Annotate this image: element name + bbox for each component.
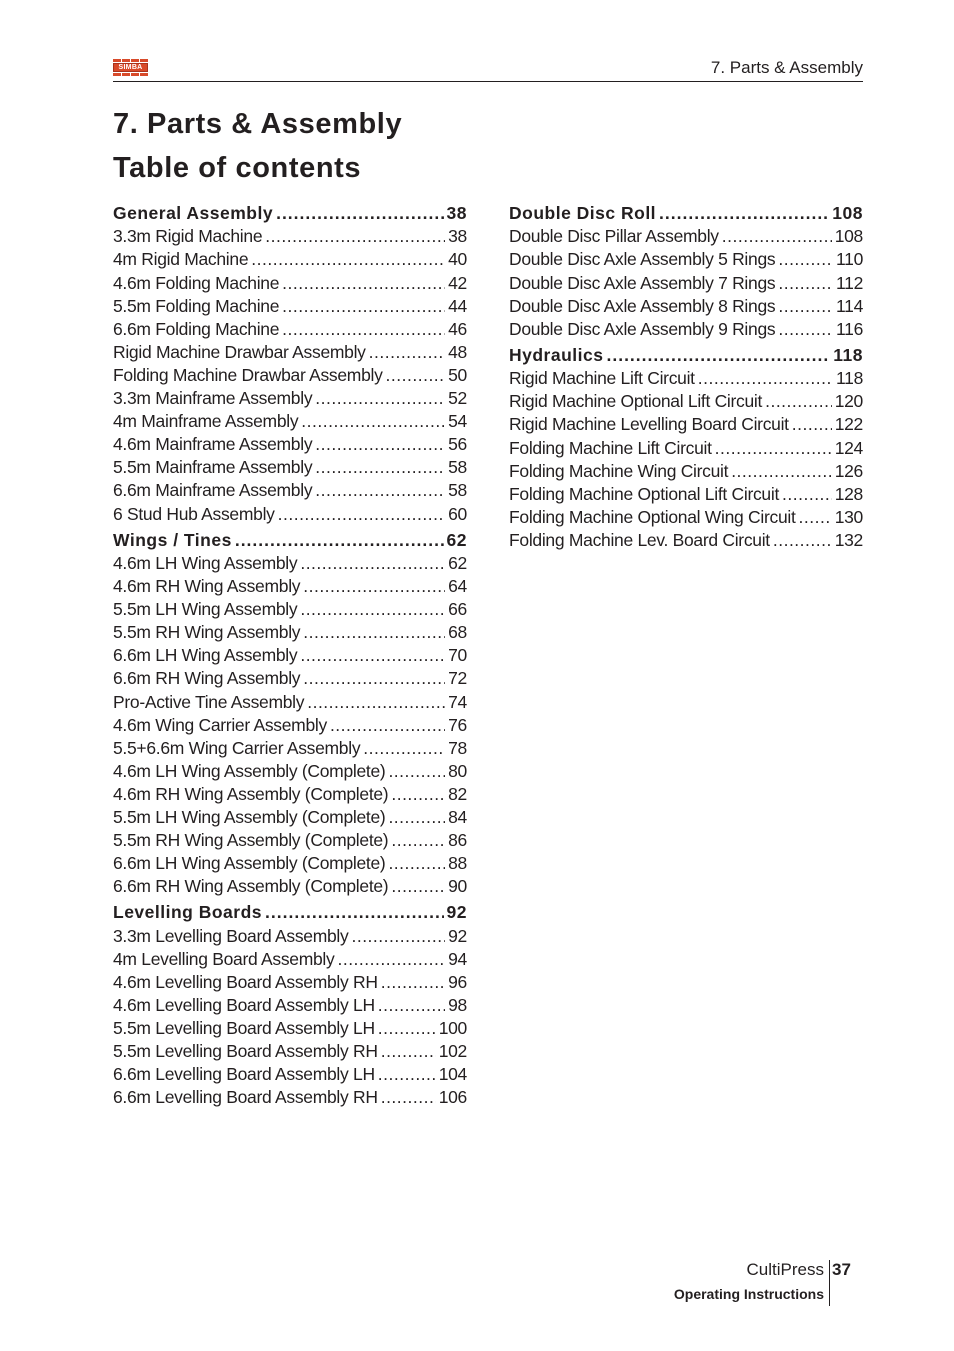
toc-entry[interactable] bbox=[113, 760, 467, 783]
toc-entry-page: 74 bbox=[448, 691, 467, 712]
toc-entry-page: 62 bbox=[446, 529, 467, 550]
page-header bbox=[113, 56, 863, 82]
toc-entry-title: Double Disc Roll bbox=[509, 203, 657, 223]
toc-entry-title: 5.5m LH Wing Assembly (Complete) bbox=[113, 807, 386, 828]
toc-entry-title: 3.3m Rigid Machine bbox=[113, 226, 263, 247]
toc-entry[interactable] bbox=[509, 272, 863, 295]
toc-entry-page: 118 bbox=[833, 344, 863, 365]
dot-leader bbox=[378, 1017, 436, 1040]
toc-entry-page: 78 bbox=[448, 737, 467, 758]
dot-leader bbox=[388, 852, 445, 875]
toc-heading: Table of contents bbox=[113, 152, 362, 184]
toc-entry-page: 50 bbox=[448, 364, 467, 385]
dot-leader bbox=[378, 994, 445, 1017]
dot-leader bbox=[799, 506, 832, 529]
toc-entry-page: 96 bbox=[448, 971, 467, 992]
toc-entry[interactable] bbox=[509, 506, 863, 529]
toc-entry[interactable] bbox=[509, 437, 863, 460]
toc-entry[interactable] bbox=[113, 410, 467, 433]
toc-entry[interactable] bbox=[113, 598, 467, 621]
toc-entry[interactable] bbox=[509, 367, 863, 390]
toc-entry-page: 54 bbox=[448, 411, 467, 432]
toc-entry-page: 60 bbox=[448, 503, 467, 524]
dot-leader bbox=[282, 318, 445, 341]
logo-band-bottom bbox=[113, 73, 148, 76]
toc-entry-page: 84 bbox=[448, 807, 467, 828]
dot-leader bbox=[773, 529, 832, 552]
toc-entry[interactable] bbox=[113, 948, 467, 971]
toc-entry[interactable] bbox=[509, 390, 863, 413]
dot-leader bbox=[388, 806, 445, 829]
toc-entry[interactable] bbox=[113, 552, 467, 575]
toc-entry-page: 70 bbox=[448, 645, 467, 666]
toc-entry-title: 4.6m LH Wing Assembly bbox=[113, 553, 298, 573]
dot-leader bbox=[303, 575, 445, 598]
toc-entry[interactable] bbox=[113, 433, 467, 456]
toc-entry[interactable] bbox=[113, 503, 467, 526]
toc-entry-page: 118 bbox=[836, 368, 863, 389]
toc-entry[interactable] bbox=[113, 925, 467, 948]
dot-leader bbox=[606, 344, 830, 367]
toc-entry-page: 98 bbox=[448, 995, 467, 1016]
toc-entry[interactable] bbox=[113, 318, 467, 341]
toc-entry-page: 114 bbox=[836, 295, 863, 316]
toc-entry[interactable] bbox=[113, 225, 467, 248]
toc-entry[interactable] bbox=[509, 295, 863, 318]
dot-leader bbox=[315, 456, 445, 479]
dot-leader bbox=[251, 248, 445, 271]
toc-entry-page: 44 bbox=[448, 295, 467, 316]
toc-entry[interactable] bbox=[113, 783, 467, 806]
toc-entry-title: 3.3m Levelling Board Assembly bbox=[113, 925, 349, 946]
toc-entry-title: 4m Levelling Board Assembly bbox=[113, 948, 335, 969]
toc-entry-title: 4.6m Wing Carrier Assembly bbox=[113, 714, 327, 735]
toc-entry[interactable] bbox=[509, 248, 863, 271]
toc-entry-page: 116 bbox=[836, 318, 863, 339]
toc-entry-page: 86 bbox=[448, 830, 467, 851]
toc-entry-title: Rigid Machine Drawbar Assembly bbox=[113, 341, 366, 362]
toc-entry-page: 46 bbox=[448, 318, 467, 339]
dot-leader bbox=[337, 948, 445, 971]
dot-leader bbox=[300, 552, 445, 575]
toc-entry-page: 124 bbox=[834, 437, 863, 458]
toc-entry[interactable] bbox=[113, 644, 467, 667]
toc-entry-page: 82 bbox=[448, 783, 467, 804]
dot-leader bbox=[351, 925, 445, 948]
toc-entry-page: 42 bbox=[448, 272, 467, 293]
toc-entry-page: 40 bbox=[448, 249, 467, 270]
toc-entry[interactable] bbox=[113, 971, 467, 994]
toc-entry-title: 5.5m Levelling Board Assembly LH bbox=[113, 1018, 375, 1039]
toc-entry[interactable] bbox=[113, 364, 467, 387]
toc-entry-title: Double Disc Axle Assembly 5 Rings bbox=[509, 249, 776, 270]
toc-entry-title: 6.6m RH Wing Assembly (Complete) bbox=[113, 876, 389, 897]
toc-entry-title: Folding Machine Optional Lift Circuit bbox=[509, 483, 780, 504]
toc-entry-title: 4.6m Levelling Board Assembly LH bbox=[113, 995, 375, 1016]
toc-entry-page: 92 bbox=[446, 902, 467, 923]
toc-entry-page: 92 bbox=[448, 925, 467, 946]
toc-entry[interactable] bbox=[113, 341, 467, 364]
toc-entry-title: 6.6m Levelling Board Assembly LH bbox=[113, 1064, 375, 1085]
toc-entry[interactable] bbox=[113, 1063, 467, 1086]
toc-entry-title: Wings / Tines bbox=[113, 529, 232, 550]
toc-entry-page: 38 bbox=[448, 226, 467, 247]
toc-entry-page: 120 bbox=[834, 391, 863, 412]
toc-entry-title: 6.6m LH Wing Assembly (Complete) bbox=[113, 853, 386, 874]
toc-entry[interactable] bbox=[509, 460, 863, 483]
toc-entry[interactable] bbox=[113, 387, 467, 410]
toc-entry[interactable] bbox=[113, 1017, 467, 1040]
dot-leader bbox=[778, 248, 833, 271]
toc-entry-page: 108 bbox=[834, 226, 863, 247]
toc-entry[interactable] bbox=[509, 529, 863, 552]
dot-leader bbox=[778, 295, 833, 318]
toc-entry-title: 5.5m Mainframe Assembly bbox=[113, 457, 313, 478]
toc-entry-page: 72 bbox=[448, 668, 467, 689]
toc-entry-page: 104 bbox=[438, 1064, 467, 1085]
toc-entry-page: 128 bbox=[834, 483, 863, 504]
dot-leader bbox=[391, 875, 445, 898]
toc-entry[interactable] bbox=[113, 295, 467, 318]
dot-leader bbox=[369, 341, 445, 364]
toc-entry-page: 130 bbox=[834, 506, 863, 527]
dot-leader bbox=[778, 318, 833, 341]
toc-entry-title: Hydraulics bbox=[509, 344, 604, 365]
toc-entry-title: 5.5m RH Wing Assembly (Complete) bbox=[113, 830, 389, 851]
toc-entry-title: 6.6m RH Wing Assembly bbox=[113, 668, 301, 689]
footer-divider bbox=[829, 1260, 830, 1306]
toc-entry[interactable] bbox=[113, 248, 467, 271]
dot-leader bbox=[381, 1040, 436, 1063]
dot-leader bbox=[235, 529, 444, 552]
toc-entry-page: 58 bbox=[448, 457, 467, 478]
toc-entry-title: Folding Machine Wing Circuit bbox=[509, 460, 729, 481]
toc-entry-title: 4.6m Mainframe Assembly bbox=[113, 434, 313, 455]
logo-badge: SIMBA bbox=[113, 63, 148, 72]
dot-leader bbox=[715, 437, 832, 460]
dot-leader bbox=[698, 367, 833, 390]
toc-entry-page: 122 bbox=[834, 414, 863, 435]
toc-entry-page: 76 bbox=[448, 714, 467, 735]
dot-leader bbox=[300, 644, 445, 667]
dot-leader bbox=[722, 225, 832, 248]
toc-entry-title: General Assembly bbox=[113, 203, 274, 223]
toc-right-column bbox=[509, 202, 863, 552]
toc-entry[interactable] bbox=[509, 318, 863, 341]
toc-entry-title: 3.3m Mainframe Assembly bbox=[113, 388, 313, 409]
toc-entry-page: 126 bbox=[834, 460, 863, 481]
toc-entry[interactable] bbox=[113, 667, 467, 690]
toc-entry-title: 4.6m Folding Machine bbox=[113, 272, 280, 293]
document-subtitle: Operating Instructions bbox=[673, 1286, 824, 1302]
page-title: 7. Parts & Assembly bbox=[113, 108, 403, 140]
toc-entry-title: Double Disc Axle Assembly 8 Rings bbox=[509, 295, 776, 316]
dot-leader bbox=[300, 598, 445, 621]
toc-entry-page: 100 bbox=[438, 1018, 467, 1039]
dot-leader bbox=[391, 829, 445, 852]
toc-entry-title: Rigid Machine Levelling Board Circuit bbox=[509, 414, 789, 435]
dot-leader bbox=[381, 1086, 436, 1109]
toc-entry-page: 102 bbox=[438, 1041, 467, 1062]
dot-leader bbox=[265, 225, 445, 248]
toc-entry-title: 6.6m Folding Machine bbox=[113, 318, 280, 339]
dot-leader bbox=[388, 760, 445, 783]
toc-entry-title: 4m Rigid Machine bbox=[113, 249, 249, 270]
toc-entry-title: 4m Mainframe Assembly bbox=[113, 411, 299, 432]
toc-entry-title: Double Disc Axle Assembly 7 Rings bbox=[509, 272, 776, 293]
toc-entry[interactable] bbox=[113, 1086, 467, 1109]
toc-entry-title: Pro-Active Tine Assembly bbox=[113, 691, 305, 712]
dot-leader bbox=[301, 410, 445, 433]
toc-left-column bbox=[113, 202, 467, 1110]
toc-section-entry[interactable] bbox=[509, 202, 863, 225]
toc-entry[interactable] bbox=[113, 994, 467, 1017]
toc-entry-title: Double Disc Pillar Assembly bbox=[509, 226, 719, 247]
toc-entry[interactable] bbox=[113, 621, 467, 644]
toc-entry[interactable] bbox=[509, 413, 863, 436]
toc-entry-title: Folding Machine Drawbar Assembly bbox=[113, 364, 383, 385]
toc-entry-title: Levelling Boards bbox=[113, 902, 263, 923]
toc-entry[interactable] bbox=[113, 714, 467, 737]
toc-entry[interactable] bbox=[113, 272, 467, 295]
dot-leader bbox=[386, 364, 446, 387]
toc-entry-title: 5.5m LH Wing Assembly bbox=[113, 599, 298, 620]
toc-entry[interactable] bbox=[509, 225, 863, 248]
dot-leader bbox=[391, 783, 445, 806]
dot-leader bbox=[315, 387, 445, 410]
toc-entry-title: 4.6m Levelling Board Assembly RH bbox=[113, 971, 378, 992]
toc-entry-page: 66 bbox=[448, 599, 467, 620]
dot-leader bbox=[282, 272, 445, 295]
toc-entry-page: 48 bbox=[448, 341, 467, 362]
toc-entry[interactable] bbox=[113, 806, 467, 829]
toc-entry-page: 64 bbox=[448, 576, 467, 597]
toc-section-entry[interactable] bbox=[113, 202, 467, 225]
toc-entry[interactable] bbox=[113, 575, 467, 598]
toc-entry-page: 106 bbox=[438, 1087, 467, 1108]
dot-leader bbox=[307, 691, 445, 714]
toc-entry-page: 68 bbox=[448, 622, 467, 643]
toc-entry-title: Folding Machine Optional Wing Circuit bbox=[509, 506, 796, 527]
toc-entry-page: 110 bbox=[836, 249, 863, 270]
toc-entry-title: 4.6m RH Wing Assembly bbox=[113, 576, 301, 597]
toc-entry[interactable] bbox=[113, 737, 467, 760]
dot-leader bbox=[276, 202, 443, 225]
dot-leader bbox=[378, 1063, 436, 1086]
running-title: 7. Parts & Assembly bbox=[710, 58, 863, 77]
toc-section-entry[interactable] bbox=[509, 344, 863, 367]
toc-entry-title: 6.6m LH Wing Assembly bbox=[113, 645, 298, 666]
toc-entry[interactable] bbox=[113, 456, 467, 479]
dot-leader bbox=[731, 460, 832, 483]
logo-band-top bbox=[113, 59, 148, 62]
toc-entry-title: Rigid Machine Optional Lift Circuit bbox=[509, 391, 763, 412]
toc-section-entry[interactable] bbox=[113, 529, 467, 552]
toc-entry-page: 80 bbox=[448, 760, 467, 781]
toc-entry[interactable] bbox=[113, 1040, 467, 1063]
toc-entry-page: 112 bbox=[836, 272, 863, 293]
brand-logo bbox=[113, 59, 148, 76]
toc-entry[interactable] bbox=[509, 483, 863, 506]
toc-entry-title: 5.5m RH Wing Assembly bbox=[113, 622, 301, 643]
toc-entry-page: 52 bbox=[448, 388, 467, 409]
toc-entry-page: 132 bbox=[834, 529, 863, 550]
dot-leader bbox=[765, 390, 832, 413]
toc-entry-title: Rigid Machine Lift Circuit bbox=[509, 368, 695, 389]
toc-entry-page: 38 bbox=[446, 203, 467, 223]
toc-entry-page: 88 bbox=[448, 853, 467, 874]
toc-entry[interactable] bbox=[113, 829, 467, 852]
dot-leader bbox=[303, 667, 445, 690]
toc-entry-title: Folding Machine Lev. Board Circuit bbox=[509, 529, 770, 550]
toc-entry[interactable] bbox=[113, 875, 467, 898]
toc-entry-title: 6.6m Mainframe Assembly bbox=[113, 480, 313, 501]
toc-entry-title: 4.6m LH Wing Assembly (Complete) bbox=[113, 760, 386, 781]
dot-leader bbox=[303, 621, 445, 644]
dot-leader bbox=[792, 413, 832, 436]
dot-leader bbox=[265, 901, 444, 924]
page-number: 37 bbox=[832, 1260, 851, 1279]
dot-leader bbox=[315, 479, 445, 502]
dot-leader bbox=[315, 433, 445, 456]
dot-leader bbox=[363, 737, 445, 760]
dot-leader bbox=[282, 295, 445, 318]
toc-entry[interactable] bbox=[113, 852, 467, 875]
toc-entry-title: Folding Machine Lift Circuit bbox=[509, 437, 712, 458]
product-name: CultiPress bbox=[746, 1260, 824, 1279]
dot-leader bbox=[381, 971, 445, 994]
dot-leader bbox=[659, 202, 829, 225]
toc-entry-title: 4.6m RH Wing Assembly (Complete) bbox=[113, 783, 389, 804]
toc-entry-title: 6.6m Levelling Board Assembly RH bbox=[113, 1087, 378, 1108]
toc-entry-title: 5.5m Folding Machine bbox=[113, 295, 280, 316]
toc-entry-title: 5.5+6.6m Wing Carrier Assembly bbox=[113, 737, 361, 758]
toc-section-entry[interactable] bbox=[113, 901, 467, 924]
dot-leader bbox=[778, 272, 833, 295]
toc-entry-page: 90 bbox=[448, 876, 467, 897]
toc-entry-page: 58 bbox=[448, 480, 467, 501]
toc-entry-title: Double Disc Axle Assembly 9 Rings bbox=[509, 318, 776, 339]
dot-leader bbox=[278, 503, 446, 526]
toc-entry-title: 6 Stud Hub Assembly bbox=[113, 503, 275, 524]
dot-leader bbox=[330, 714, 445, 737]
toc-entry[interactable] bbox=[113, 691, 467, 714]
toc-entry-page: 108 bbox=[832, 203, 863, 223]
toc-entry-title: 5.5m Levelling Board Assembly RH bbox=[113, 1041, 378, 1062]
toc-entry[interactable] bbox=[113, 479, 467, 502]
toc-entry-page: 62 bbox=[448, 553, 467, 573]
toc-entry-page: 56 bbox=[448, 434, 467, 455]
dot-leader bbox=[782, 483, 832, 506]
toc-entry-page: 94 bbox=[448, 948, 467, 969]
